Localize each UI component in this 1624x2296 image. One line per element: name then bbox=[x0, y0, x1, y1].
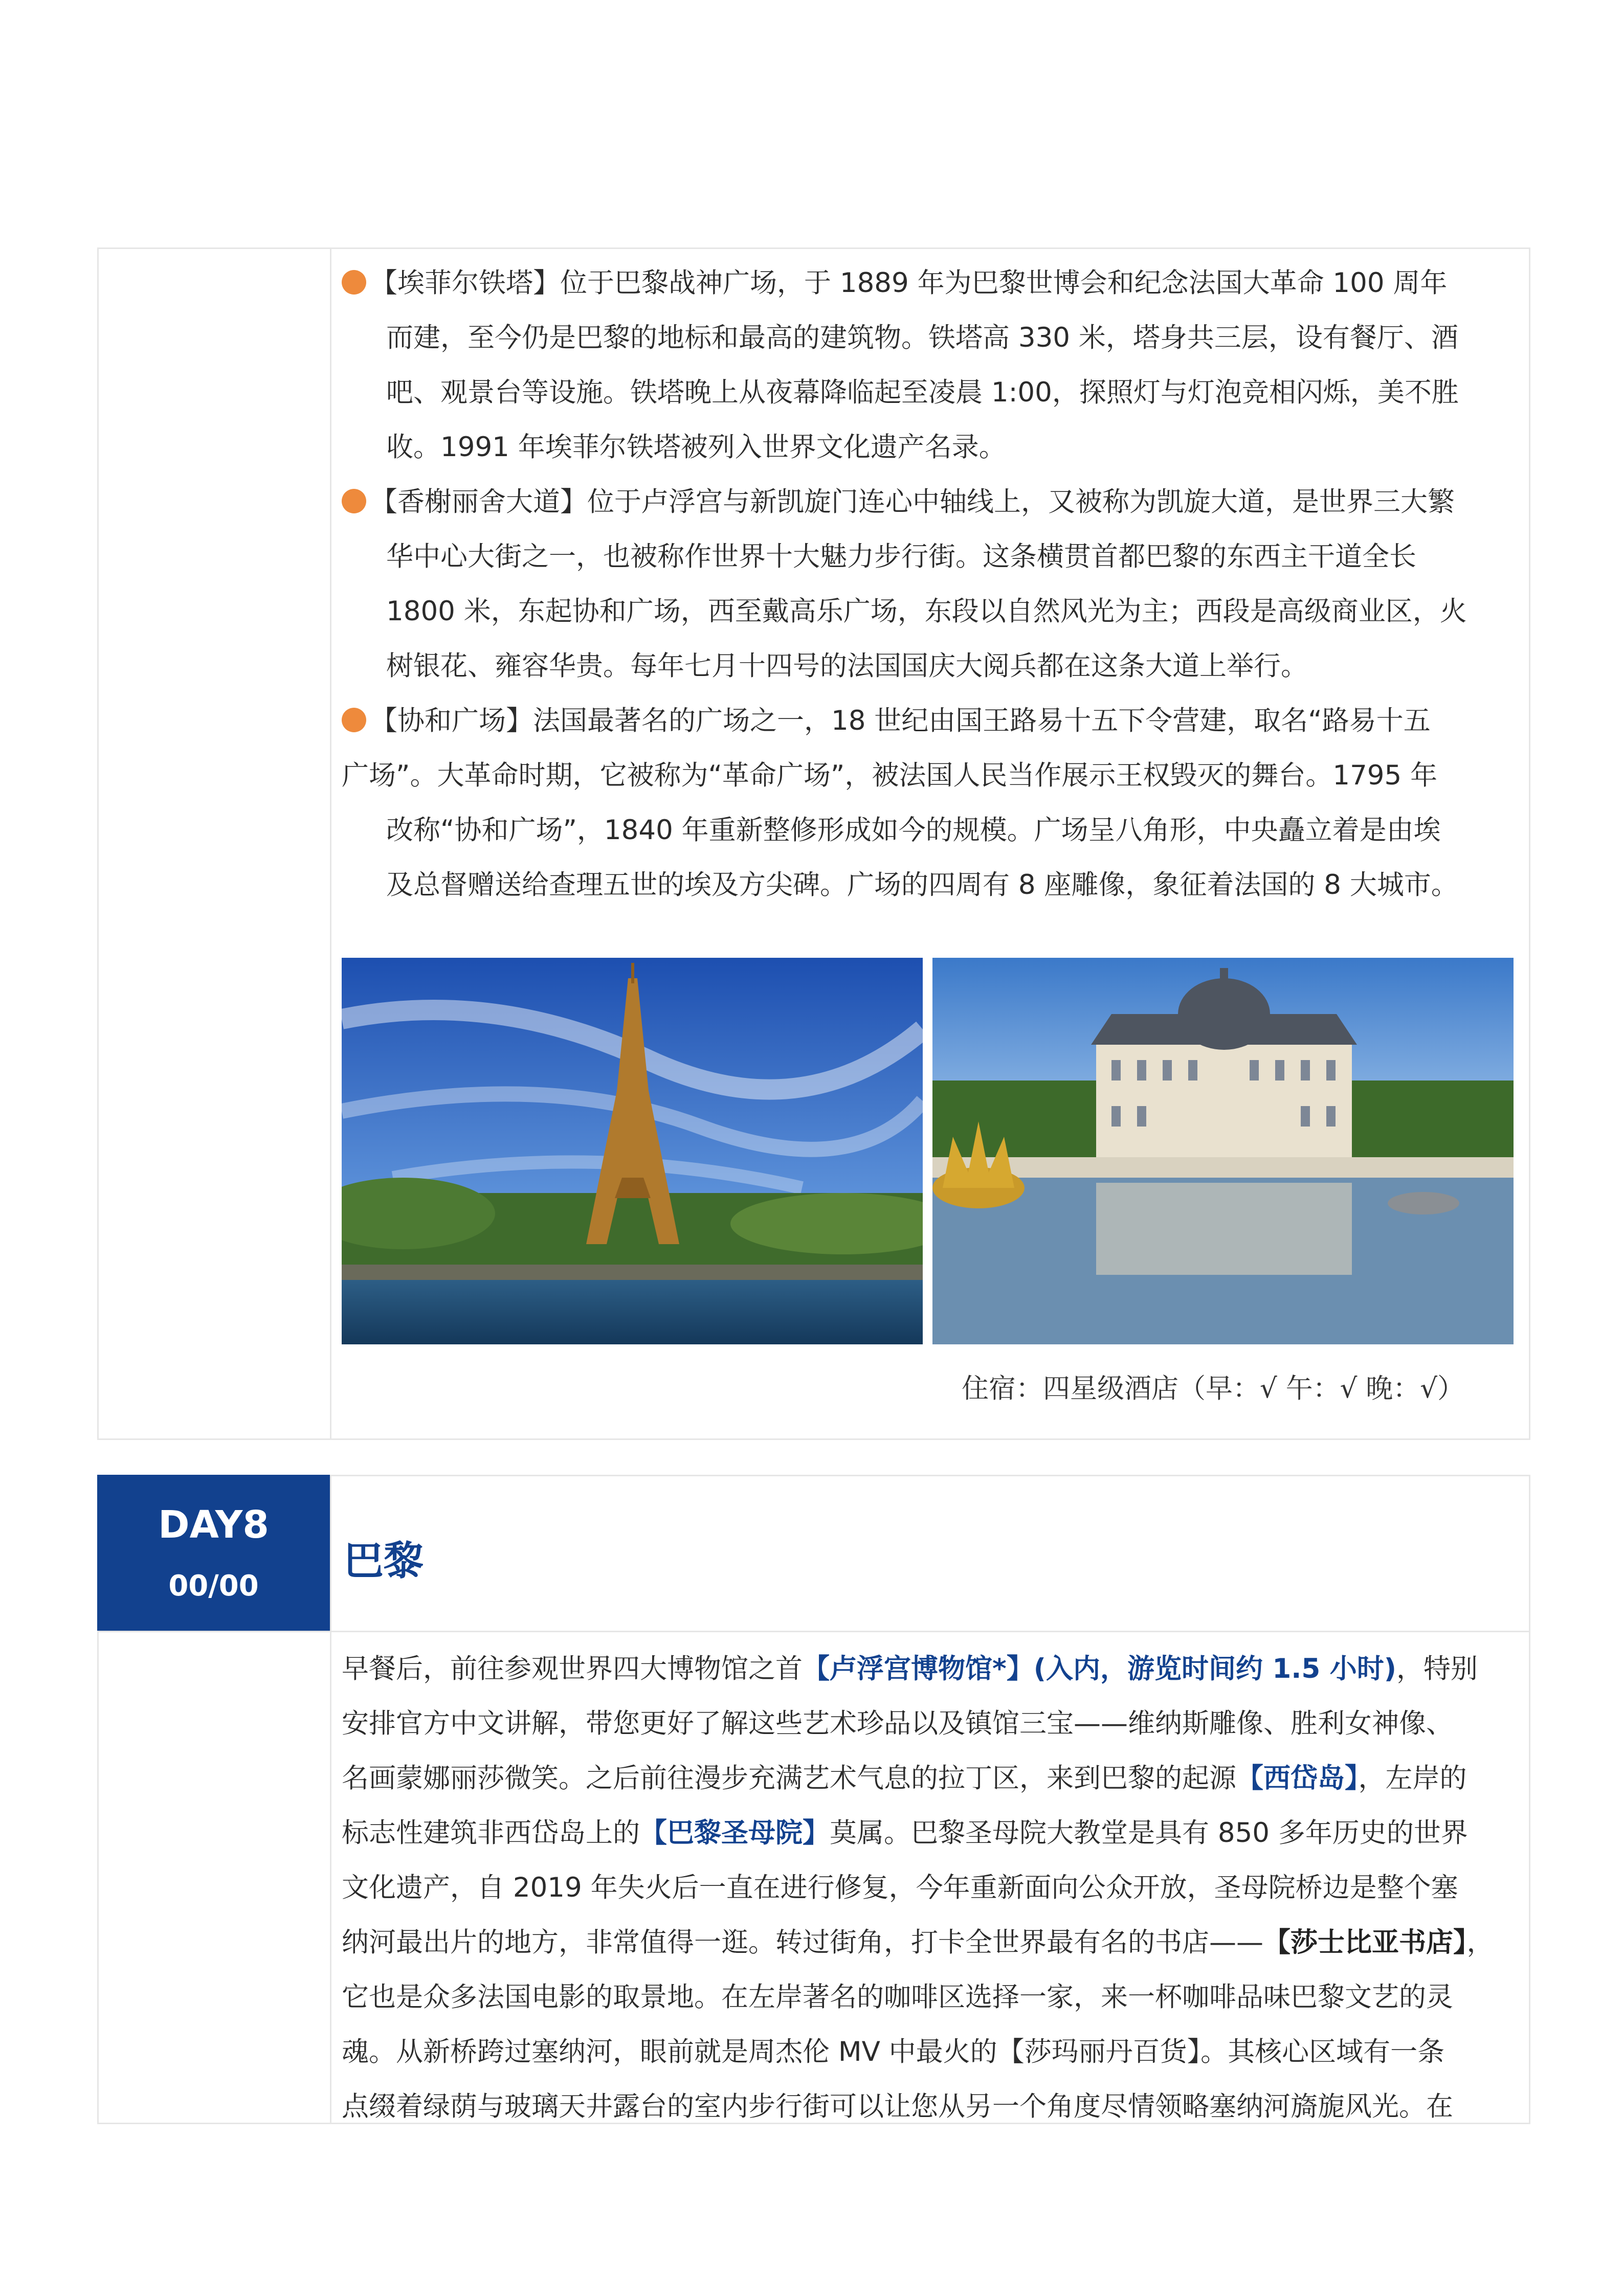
itinerary-line bbox=[342, 2024, 1494, 2079]
itinerary-line bbox=[342, 1751, 1494, 1806]
day-header-badge bbox=[97, 1475, 330, 1631]
day-date: 00/00 bbox=[168, 1569, 259, 1603]
itinerary-text: ，特别 bbox=[1396, 1653, 1478, 1684]
itinerary-line bbox=[342, 1860, 1494, 1915]
bullet-icon bbox=[342, 489, 366, 513]
itinerary-text: 安排官方中文讲解，带您更好了解这些艺术珍品以及镇馆三宝——维纳斯雕像、胜利女神像、 bbox=[342, 1708, 1453, 1739]
highlighted-place: 【西岱岛】 bbox=[1236, 1763, 1359, 1794]
itinerary-text: 莫属。巴黎圣母院大教堂是具有 850 多年历史的世界 bbox=[830, 1817, 1468, 1849]
itinerary-line bbox=[342, 1970, 1494, 2024]
highlighted-place: 【莎士比亚书店】 bbox=[1263, 1927, 1467, 1958]
bullet-icon bbox=[342, 270, 366, 295]
itinerary-text: 文化遗产，自 2019 年失火后一直在进行修复，今年重新面向公众开放，圣母院桥边是整个塞 bbox=[342, 1872, 1458, 1903]
accommodation-meals-info: 住宿：四星级酒店（早：√ 午：√ 晚：√） bbox=[962, 1373, 1465, 1404]
highlighted-place: 【巴黎圣母院】 bbox=[640, 1817, 830, 1849]
itinerary-text: 名画蒙娜丽莎微笑。之后前往漫步充满艺术气息的拉丁区，来到巴黎的起源 bbox=[342, 1763, 1236, 1794]
itinerary-line bbox=[342, 1641, 1494, 1696]
day8-header-divider bbox=[99, 1631, 1529, 1632]
day-number: DAY8 bbox=[158, 1503, 269, 1547]
chateau-photo bbox=[932, 958, 1514, 1344]
day-city-title: 巴黎 bbox=[344, 1538, 424, 1584]
itinerary-text: 它也是众多法国电影的取景地。在左岸著名的咖啡区选择一家，来一杯咖啡品味巴黎文艺的灵 bbox=[342, 1982, 1453, 2013]
itinerary-line bbox=[342, 2079, 1494, 2134]
day8-itinerary-text bbox=[342, 1641, 1494, 2134]
itinerary-text: 早餐后，前往参观世界四大博物馆之首 bbox=[342, 1653, 803, 1684]
highlighted-place: 【卢浮宫博物馆*】(入内，游览时间约 1.5 小时) bbox=[803, 1653, 1396, 1684]
attraction-place-de-la-concorde: 【协和广场】法国最著名的广场之一，18 世纪由国王路易十五下令营建，取名“路易十五 广场”。大革命时期，它被称为“革命广场”，被法国人民当作展示王权毁灭的舞台。1795 年 改称“协和广场”，1840 年重新整修形成如今的规模。广场呈八角形，中央矗立着是由埃 及总督赠送给查理五世的埃及方尖碑。广场的四周有 8 座雕像，象征着法国的 8 大城市。 bbox=[342, 705, 1458, 901]
itinerary-line bbox=[342, 1806, 1494, 1860]
itinerary-text: ， bbox=[1466, 1927, 1494, 1958]
bullet-icon bbox=[342, 708, 366, 732]
itinerary-text: 标志性建筑非西岱岛上的 bbox=[342, 1817, 640, 1849]
itinerary-text: 纳河最出片的地方，非常值得一逛。转过街角，打卡全世界最有名的书店—— bbox=[342, 1927, 1263, 1958]
itinerary-text: 点缀着绿荫与玻璃天井露台的室内步行街可以让您从另一个角度尽情领略塞纳河旖旎风光。在 bbox=[342, 2091, 1453, 2122]
day7-left-column-divider bbox=[330, 249, 331, 1438]
attraction-eiffel-tower: 【埃菲尔铁塔】位于巴黎战神广场，于 1889 年为巴黎世博会和纪念法国大革命 100 周年 而建，至今仍是巴黎的地标和最高的建筑物。铁塔高 330 米，塔身共三层，设有餐厅、酒 吧、观景台等设施。铁塔晚上从夜幕降临起至凌晨 1:00，探照灯与灯泡竞相闪烁，美不胜 收。1991 年埃菲尔铁塔被列入世界文化遗产名录。 bbox=[342, 256, 1459, 475]
itinerary-line bbox=[342, 1696, 1494, 1751]
day8-left-column-divider bbox=[330, 1476, 331, 2123]
itinerary-text: 魂。从新桥跨过塞纳河，眼前就是周杰伦 MV 中最火的【莎玛丽丹百货】。其核心区域有一条 bbox=[342, 2036, 1445, 2067]
itinerary-text: ，左岸的 bbox=[1358, 1763, 1467, 1794]
eiffel-tower-photo bbox=[342, 958, 923, 1344]
attraction-champs-elysees: 【香榭丽舍大道】位于卢浮宫与新凯旋门连心中轴线上，又被称为凯旋大道，是世界三大繁 华中心大街之一，也被称作世界十大魅力步行街。这条横贯首都巴黎的东西主干道全长 1800 米，东起协和广场，西至戴高乐广场，东段以自然风光为主；西段是高级商业区，火 树银花、雍容华贵。每年七月十四号的法国国庆大阅兵都在这条大道上举行。 bbox=[342, 475, 1467, 693]
itinerary-line bbox=[342, 1915, 1494, 1970]
